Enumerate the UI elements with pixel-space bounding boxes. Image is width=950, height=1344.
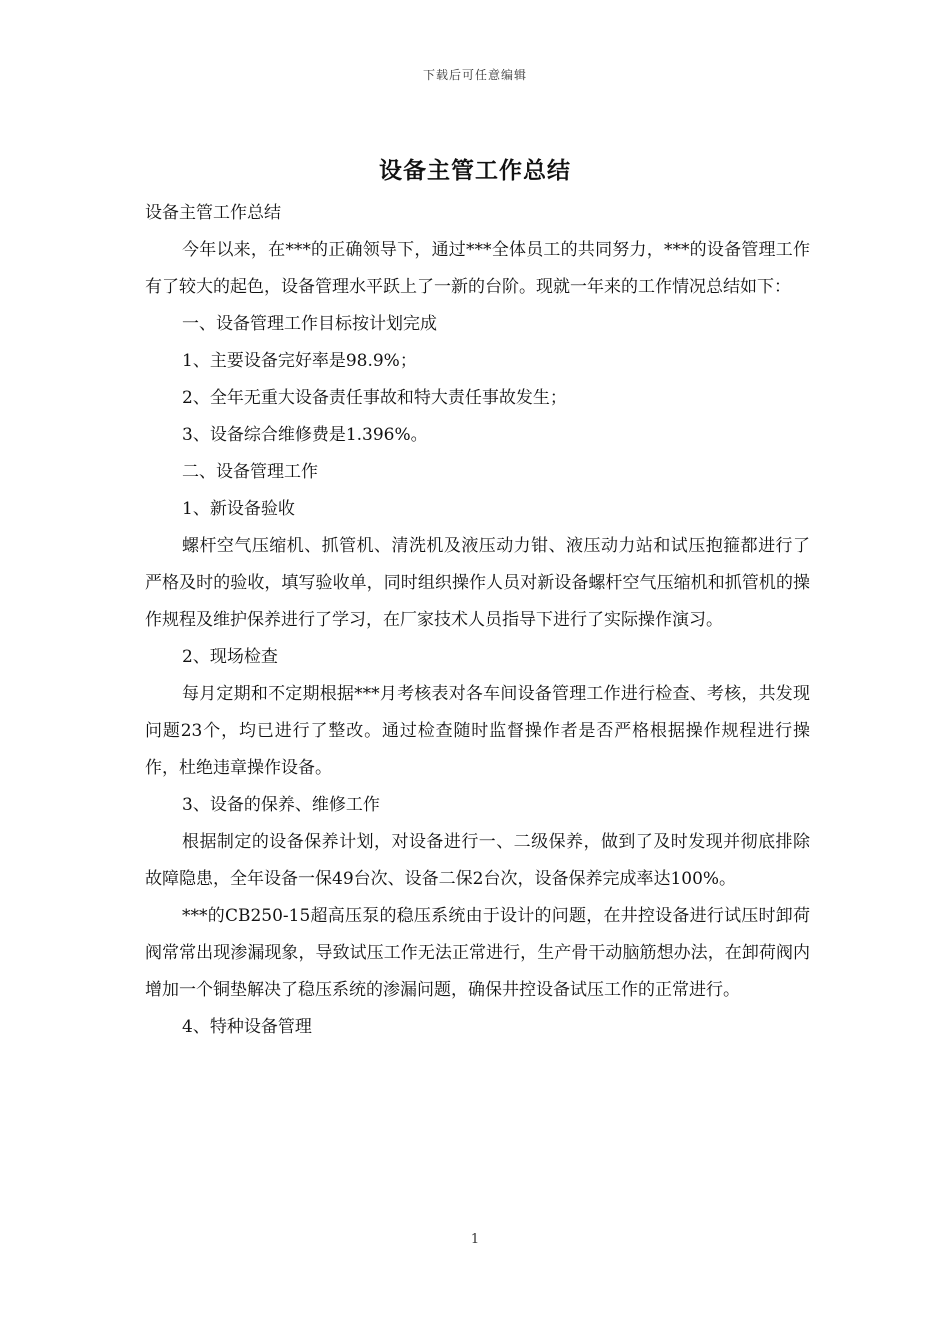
list-item: 3、设备综合维修费是1.396%。 [182,425,428,445]
paragraph: 设备主管工作总结 [145,203,281,223]
list-item: 1、主要设备完好率是98.9%； [182,351,417,371]
section-heading: 二、设备管理工作 [182,462,318,482]
subsection-heading: 4、特种设备管理 [182,1017,312,1037]
paragraph: 今年以来，在***的正确领导下，通过***全体员工的共同努力，***的设备管理工作有了较大的起色，设备管理水平跃上了一新的台阶。现就一年来的工作情况总结如下： [145,240,810,297]
subsection-heading: 3、设备的保养、维修工作 [182,795,380,815]
document-body [145,195,810,1046]
section-heading: 一、设备管理工作目标按计划完成 [182,314,437,334]
page-header: 下载后可任意编辑 [422,68,527,82]
subsection-heading: 2、现场检查 [182,647,278,667]
list-item: 2、全年无重大设备责任事故和特大责任事故发生； [182,388,567,408]
page-number: 1 [470,1232,480,1247]
paragraph: 根据制定的设备保养计划，对设备进行一、二级保养，做到了及时发现并彻底排除故障隐患，全年设备一保49台次、设备二保2台次，设备保养完成率达100%。 [145,832,810,889]
paragraph: 每月定期和不定期根据***月考核表对各车间设备管理工作进行检查、考核，共发现问题23个，均已进行了整改。通过检查随时监督操作者是否严格根据操作规程进行操作，杜绝违章操作设备。 [145,684,810,778]
document-title: 设备主管工作总结 [379,157,571,184]
subsection-heading: 1、新设备验收 [182,499,295,519]
paragraph: 螺杆空气压缩机、抓管机、清洗机及液压动力钳、液压动力站和试压抱箍都进行了严格及时的验收，填写验收单，同时组织操作人员对新设备螺杆空气压缩机和抓管机的操作规程及维护保养进行了学习，在厂家技术人员指导下进行了实际操作演习。 [145,536,810,630]
paragraph: ***的CB250-15超高压泵的稳压系统由于设计的问题，在井控设备进行试压时卸荷阀常常出现渗漏现象，导致试压工作无法正常进行，生产骨干动脑筋想办法，在卸荷阀内增加一个铜垫解决了稳压系统的渗漏问题，确保井控设备试压工作的正常进行。 [145,906,810,1000]
